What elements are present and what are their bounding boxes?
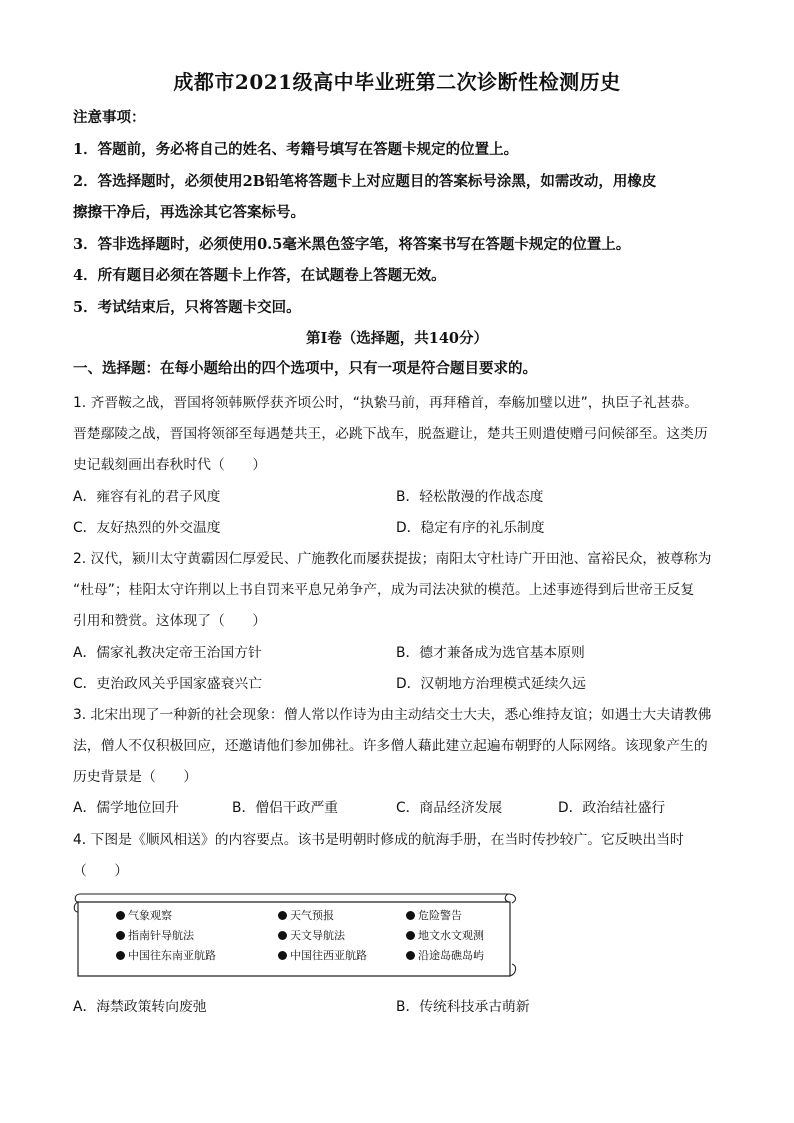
- notice-item: 3．答非选择题时，必须使用0.5毫米黑色签字笔，将答案书写在答题卡规定的位置上。: [73, 236, 631, 253]
- page-title: 成都市2021级高中毕业班第二次诊断性检测历史: [173, 70, 621, 94]
- bullet-icon: [116, 931, 125, 940]
- scroll-item: 中国往东南亚航路: [116, 947, 216, 963]
- scroll-item: 气象观察: [116, 907, 172, 923]
- scroll-item: 指南针导航法: [116, 927, 194, 943]
- question-3-option-a: A．儒学地位回升: [73, 800, 180, 816]
- question-4-text: 4. 下图是《顺风相送》的内容要点。该书是明朝时修成的航海手册，在当时传抄较广。它反映出当时: [73, 832, 684, 848]
- scroll-item: 危险警告: [406, 907, 462, 923]
- notice-heading: 注意事项：: [73, 109, 146, 126]
- section-title: 第Ⅰ卷（选择题，共140分）: [305, 330, 489, 347]
- bullet-icon: [116, 911, 125, 920]
- question-2-option-a: A．儒家礼教决定帝王治国方针: [73, 645, 262, 661]
- bullet-icon: [116, 951, 125, 960]
- section-instruction: 一、选择题：在每小题给出的四个选项中，只有一项是符合题目要求的。: [73, 360, 537, 377]
- question-4-option-a: A．海禁政策转向废弛: [73, 999, 207, 1015]
- question-3-text: 法，僧人不仅积极回应，还邀请他们参加佛社。许多僧人藉此建立起遍布朝野的人际网络。该现象产生的: [73, 738, 708, 754]
- scroll-item: 地文水文观测: [406, 927, 484, 943]
- notice-item: 擦擦干净后，再选涂其它答案标号。: [73, 204, 305, 221]
- question-1-text: 1. 齐晋鞍之战，晋国将领韩厥俘获齐顷公时，“执絷马前，再拜稽首，奉觞加璧以进”，执臣子礼甚恭。: [73, 395, 699, 411]
- question-1-option-b: B．轻松散漫的作战态度: [396, 489, 544, 505]
- question-2-text: “杜母”；桂阳太守许荆以上书自罚来平息兄弟争产，成为司法决狱的模范。上述事迹得到后世帝王反复: [73, 582, 695, 598]
- question-2-text: 2. 汉代，颍川太守黄霸因仁厚爱民、广施教化而屡获提拔；南阳太守杜诗广开田池、富裕民众，被尊称为: [73, 551, 712, 567]
- notice-item: 1．答题前，务必将自己的姓名、考籍号填写在答题卡规定的位置上。: [73, 141, 519, 158]
- bullet-icon: [278, 911, 287, 920]
- bullet-icon: [406, 931, 415, 940]
- question-3-text: 3. 北宋出现了一种新的社会现象：僧人常以作诗为由主动结交士大夫，悉心维持友谊；如遇士大夫请教佛: [73, 707, 712, 723]
- question-1-text: 晋楚鄢陵之战，晋国将领郤至每遇楚共王，必跳下战车，脱盔避让，楚共王则遣使赠弓问候郤至。这类历: [73, 426, 708, 442]
- question-2-option-c: C．吏治政风关乎国家盛衰兴亡: [73, 676, 262, 692]
- question-1-option-a: A．雍容有礼的君子风度: [73, 489, 221, 505]
- scroll-item: 天气预报: [278, 907, 334, 923]
- bullet-icon: [406, 911, 415, 920]
- scroll-item: 中国往西亚航路: [278, 947, 367, 963]
- scroll-item: 天文导航法: [278, 927, 345, 943]
- question-3-option-c: C．商品经济发展: [396, 800, 503, 816]
- question-2-option-b: B．德才兼备成为选官基本原则: [396, 645, 585, 661]
- question-1-text: 史记载刻画出春秋时代（ ）: [73, 457, 267, 473]
- question-2-text: 引用和赞赏。这体现了（ ）: [73, 613, 267, 629]
- question-3-text: 历史背景是（ ）: [73, 769, 198, 785]
- question-2-option-d: D．汉朝地方治理模式延续久远: [396, 676, 586, 692]
- question-1-option-d: D．稳定有序的礼乐制度: [396, 520, 545, 536]
- question-3-option-b: B．僧侣干政严重: [232, 800, 339, 816]
- notice-item: 4．所有题目必须在答题卡上作答，在试题卷上答题无效。: [73, 267, 446, 284]
- question-3-option-d: D．政治结社盛行: [558, 800, 666, 816]
- question-1-option-c: C．友好热烈的外交温度: [73, 520, 221, 536]
- scroll-item: 沿途岛礁岛屿: [406, 947, 484, 963]
- bullet-icon: [278, 931, 287, 940]
- notice-item: 5．考试结束后，只将答题卡交回。: [73, 299, 301, 316]
- question-4-text: （ ）: [73, 863, 129, 879]
- question-4-option-b: B．传统科技承古萌新: [396, 999, 530, 1015]
- notice-item: 2．答选择题时，必须使用2B铅笔将答题卡上对应题目的答案标号涂黑，如需改动，用橡皮: [73, 173, 657, 190]
- bullet-icon: [278, 951, 287, 960]
- bullet-icon: [406, 951, 415, 960]
- scroll-figure: [72, 890, 518, 982]
